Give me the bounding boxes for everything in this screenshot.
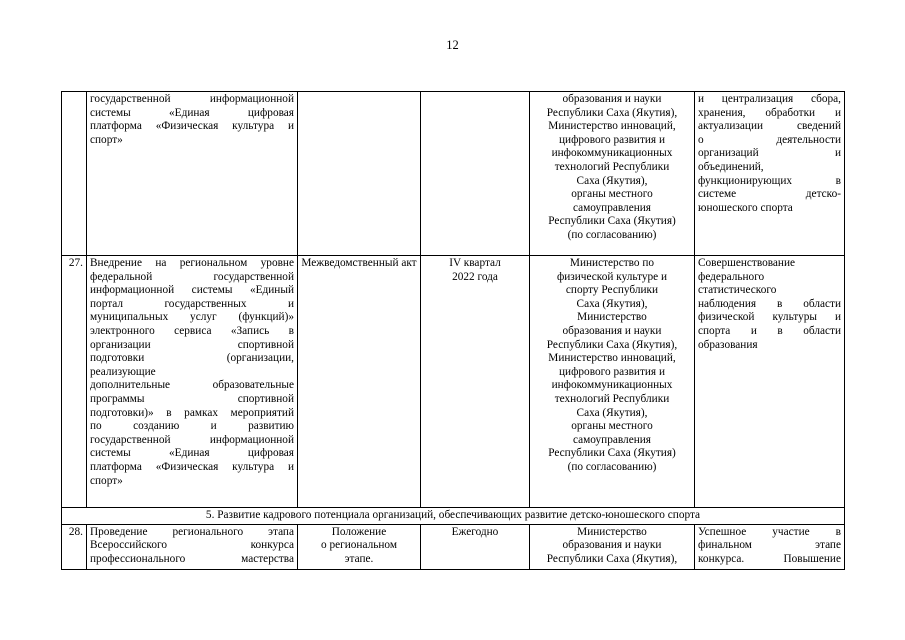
executors-cell — [530, 92, 695, 256]
executor-line: органы местного — [571, 420, 653, 433]
text-line: федерального — [698, 270, 765, 283]
deadline-cell — [421, 256, 530, 508]
executor-line: Министерство — [577, 525, 647, 538]
executor-line: цифрового развития и — [559, 133, 665, 146]
text-line: функционирующих в — [698, 174, 841, 187]
text-line: дополнительные образовательные — [90, 379, 294, 392]
result-cell — [695, 256, 845, 508]
executor-line: инфокоммуникационных — [551, 379, 673, 392]
executor-line: Министерство — [577, 311, 647, 324]
executor-line: спорту Республики — [565, 284, 659, 297]
text-line: по созданию и развитию — [90, 420, 294, 433]
text-line: Проведение регионального этапа — [90, 525, 294, 538]
executor-line: Республики Саха (Якутия) — [548, 447, 676, 460]
table-row — [62, 256, 845, 508]
section-title: 5. Развитие кадрового потенциала организаций, обеспечивающих развитие детско-юношеского спорта — [62, 508, 845, 525]
deadline-line: 2022 года — [452, 270, 498, 283]
deadline-cell — [421, 92, 530, 256]
executor-line: образования и науки — [562, 539, 662, 552]
activity-cell — [87, 524, 298, 569]
executor-line: технологий Республики — [554, 160, 670, 173]
activity-cell — [87, 256, 298, 508]
text-line: федеральной государственной — [90, 270, 294, 283]
executor-line: Республики Саха (Якутия) — [548, 215, 676, 228]
text-line: наблюдения в области — [698, 297, 841, 310]
result-cell — [695, 524, 845, 569]
text-line: физической культуры и — [698, 311, 841, 324]
deadline-cell: Ежегодно — [421, 524, 530, 569]
document-cell — [298, 92, 421, 256]
text-line: реализующие — [90, 365, 156, 378]
document-cell: Межведомственный акт — [298, 256, 421, 508]
executor-line: Республики Саха (Якутия), — [546, 338, 678, 351]
text-line: подготовки (организации, — [90, 352, 294, 365]
executor-line: самоуправления — [572, 201, 651, 214]
executor-line: органы местного — [571, 188, 653, 201]
executor-line: Саха (Якутия), — [576, 297, 648, 310]
section-row — [62, 508, 845, 525]
text-line: образования — [698, 338, 758, 351]
executor-line: Республики Саха (Якутия), — [546, 552, 678, 565]
text-line: государственной информационной — [90, 93, 294, 105]
executor-line: образования и науки — [562, 93, 662, 105]
document-line: Положение — [331, 525, 387, 538]
measures-table — [61, 91, 845, 570]
text-line: системы «Единая цифровая — [90, 447, 294, 460]
text-line: конкурса. Повышение — [698, 552, 841, 565]
text-line: платформа «Физическая культура и — [90, 120, 294, 133]
table-row — [62, 524, 845, 569]
executor-line: (по согласованию) — [567, 460, 657, 473]
text-line: объединений, — [698, 160, 764, 173]
executor-line: образования и науки — [562, 324, 662, 337]
result-cell — [695, 92, 845, 256]
text-line: статистического — [698, 284, 777, 297]
text-line: финальном этапе — [698, 539, 841, 552]
document-line: о региональном — [320, 539, 398, 552]
text-line: Внедрение на региональном уровне — [90, 257, 294, 269]
text-line: муниципальных услуг (функций)» — [90, 311, 294, 324]
text-line: Успешное участие в — [698, 525, 841, 538]
executors-cell — [530, 524, 695, 569]
text-line: спорт» — [90, 133, 123, 146]
text-line: портал государственных и — [90, 297, 294, 310]
row-number-cell — [62, 92, 87, 256]
document-cell — [298, 524, 421, 569]
executor-line: технологий Республики — [554, 392, 670, 405]
text-line: профессионального мастерства — [90, 552, 294, 565]
executor-line: Министерство по — [569, 257, 655, 269]
text-line: хранения, обработки и — [698, 106, 841, 119]
executor-line: Республики Саха (Якутия), — [546, 106, 678, 119]
text-line: спорта и в области — [698, 324, 841, 337]
text-line: Совершенствование — [698, 257, 796, 269]
text-line: подготовки)» в рамках мероприятий — [90, 406, 294, 419]
text-line: организаций и — [698, 147, 841, 160]
text-line: Всероссийского конкурса — [90, 539, 294, 552]
executor-line: Саха (Якутия), — [576, 174, 648, 187]
text-line: платформа «Физическая культура и — [90, 460, 294, 473]
text-line: организации спортивной — [90, 338, 294, 351]
executor-line: физической культуре и — [556, 270, 668, 283]
text-line: спорт» — [90, 474, 123, 487]
text-line: юношеского спорта — [698, 201, 793, 214]
executor-line: самоуправления — [572, 433, 651, 446]
table-row — [62, 92, 845, 256]
executor-line: цифрового развития и — [559, 365, 665, 378]
text-line: о деятельности — [698, 133, 841, 146]
executor-line: Саха (Якутия), — [576, 406, 648, 419]
text-line: системы «Единая цифровая — [90, 106, 294, 119]
executor-line: (по согласованию) — [567, 228, 657, 241]
document-line: этапе. — [344, 552, 374, 565]
row-number-cell: 27. — [62, 256, 87, 508]
text-line: программы спортивной — [90, 392, 294, 405]
executors-cell — [530, 256, 695, 508]
page-number: 12 — [446, 38, 459, 52]
executor-line: Министерство инноваций, — [548, 352, 676, 365]
text-line: электронного сервиса «Запись в — [90, 324, 294, 337]
deadline-line: IV квартал — [449, 257, 501, 269]
text-line: государственной информационной — [90, 433, 294, 446]
row-number-cell: 28. — [62, 524, 87, 569]
executor-line: Министерство инноваций, — [548, 120, 676, 133]
activity-cell — [87, 92, 298, 256]
text-line: информационной системы «Единый — [90, 284, 294, 297]
text-line: и централизация сбора, — [698, 93, 841, 105]
executor-line: инфокоммуникационных — [551, 147, 673, 160]
text-line: актуализации сведений — [698, 120, 841, 133]
text-line: системе детско- — [698, 188, 841, 201]
